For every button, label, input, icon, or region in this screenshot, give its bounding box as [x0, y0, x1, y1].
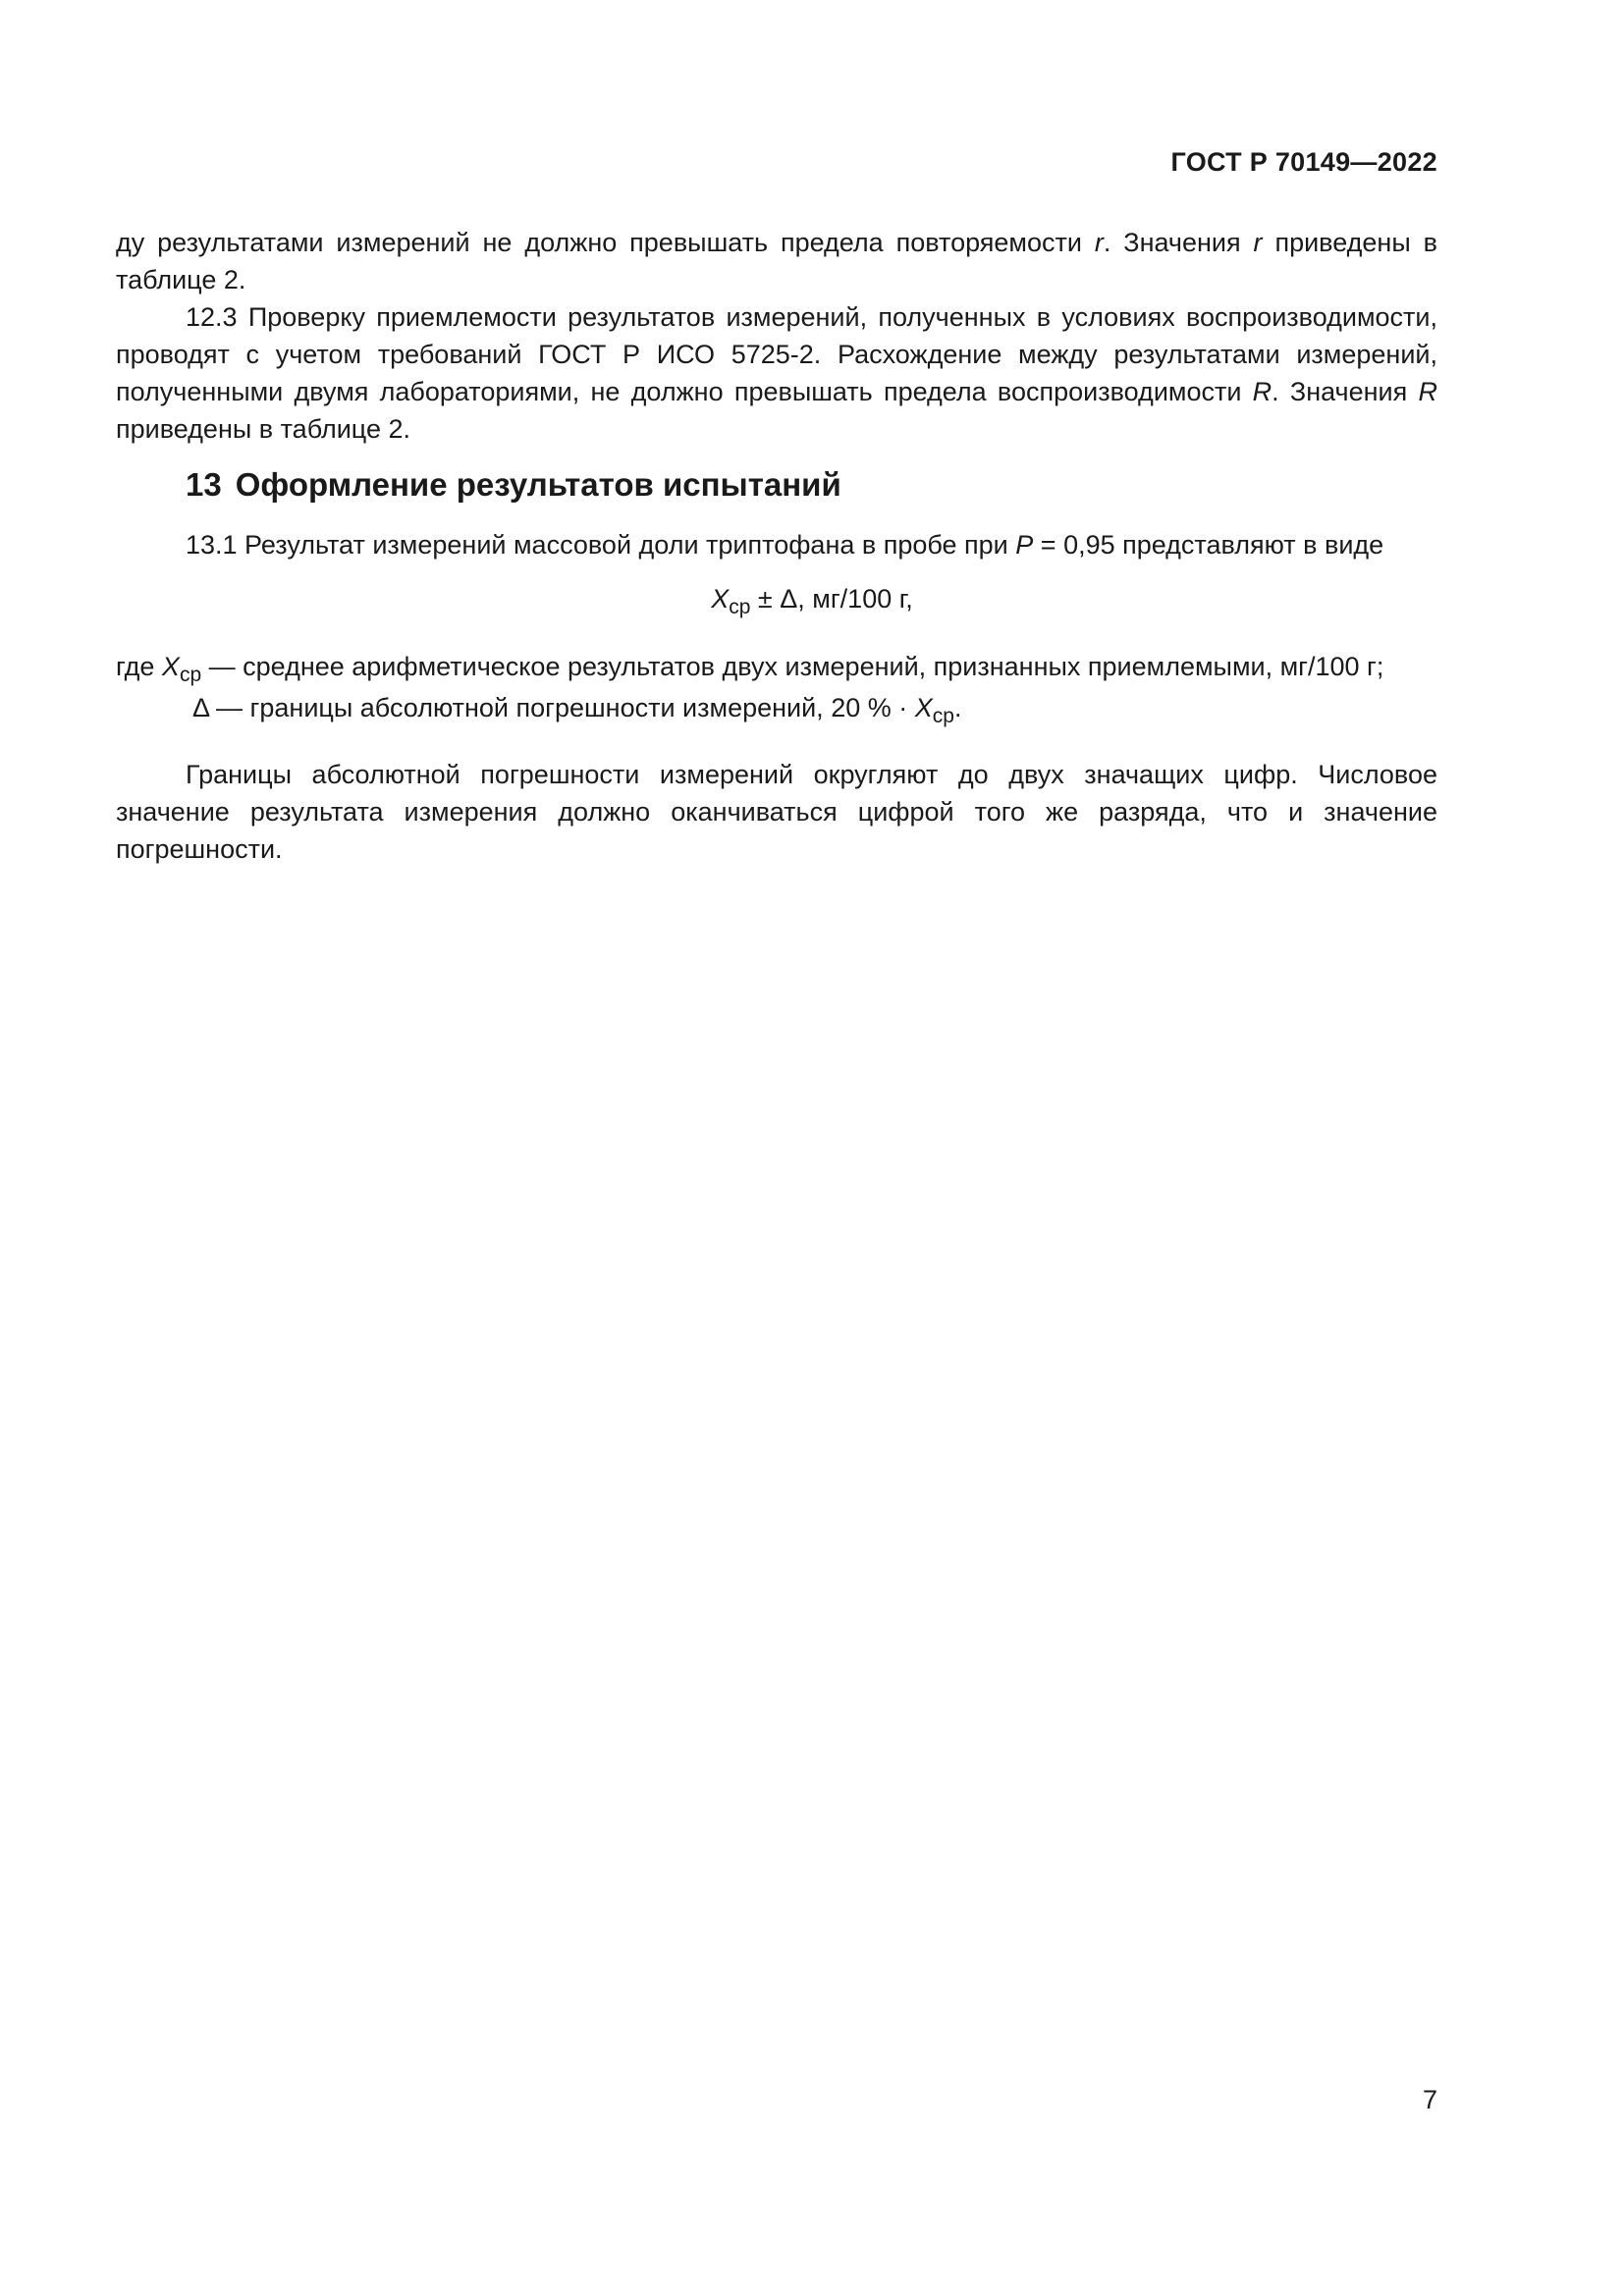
text-run: = 0,95 представляют в виде: [1033, 530, 1384, 560]
text-run: 12.3 Проверку приемлемости результатов измерений, полученных в условиях воспроизводимости, проводят с учетом требований ГОСТ Р ИСО 5725-2. Расхождение между результатами измерений, полученными двумя лабораториями, не должно превышать предела воспроизводимости: [116, 302, 1437, 406]
definition-text: — среднее арифметическое результатов двух измерений, признанных приемлемыми, мг/100 г;: [201, 652, 1384, 681]
symbol-r: r: [1253, 228, 1263, 257]
paragraph-12-3: [116, 298, 1437, 448]
text-run: ду результатами измерений не должно превышать предела повторяемости: [116, 228, 1095, 257]
formula-rest: ± Δ, мг/100 г,: [750, 584, 913, 614]
where-x-definition: [116, 648, 1437, 685]
formula-subscript: ср: [729, 596, 751, 618]
paragraph-12-2-continuation: [116, 224, 1437, 298]
symbol-R: R: [1418, 377, 1437, 406]
subscript: ср: [932, 705, 954, 727]
formula-symbol-x: X: [711, 584, 730, 614]
text-run: . Значения: [1272, 377, 1419, 406]
text-run: . Значения: [1103, 228, 1254, 257]
text-run: 13.1 Результат измерений массовой доли триптофана в пробе при: [186, 530, 1016, 560]
subscript: ср: [179, 664, 202, 686]
formula-result: [0, 580, 1624, 617]
symbol-delta: Δ: [192, 693, 209, 722]
text-run: приведены в таблице 2.: [116, 414, 410, 444]
definition-text: — границы абсолютной погрешности измерений, 20 % ·: [208, 693, 915, 722]
section-title: Оформление результатов испытаний: [235, 466, 841, 503]
symbol-R: R: [1252, 377, 1272, 406]
where-lead: где: [116, 652, 162, 681]
section-number: 13: [186, 466, 222, 503]
text-run: .: [953, 693, 962, 722]
symbol-P: P: [1015, 530, 1034, 560]
document-code: ГОСТ Р 70149—2022: [1170, 147, 1437, 177]
symbol-r: r: [1094, 228, 1104, 257]
page-number: 7: [1422, 2085, 1437, 2114]
symbol-x: X: [914, 693, 933, 722]
paragraph-rounding: Границы абсолютной погрешности измерений округляют до двух значащих цифр. Числовое значение результата измерения должно оканчиваться цифрой того же разряда, что и значение погрешности.: [116, 760, 1437, 864]
delta-definition: [192, 689, 1437, 726]
section-heading-13: [186, 463, 841, 507]
symbol-x: X: [161, 652, 180, 681]
text-run: приведены в таблице 2.: [116, 228, 1437, 294]
paragraph-13-1: [116, 526, 1437, 563]
